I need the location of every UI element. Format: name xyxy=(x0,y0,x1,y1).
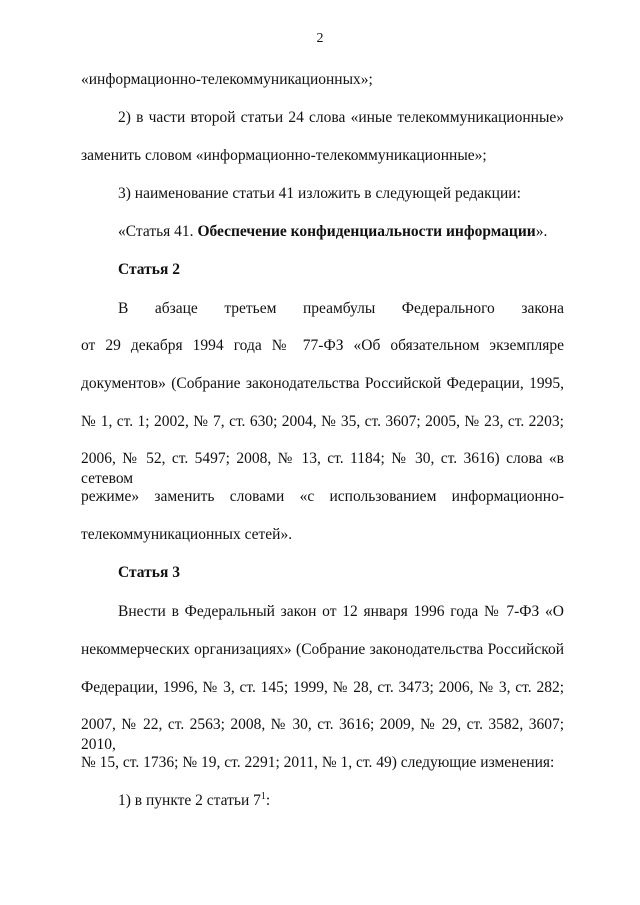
text-line: 2) в части второй статьи 24 слова «иные телекоммуникационные» xyxy=(118,109,564,126)
text-line: 2006, № 52, ст. 5497; 2008, № 13, ст. 1184; № 30, ст. 3616) слова «в сетевом xyxy=(81,450,564,487)
text-line: Федерации, 1996, № 3, ст. 145; 1999, № 28, ст. 3473; 2006, № 3, ст. 282; xyxy=(81,679,564,696)
text-line xyxy=(118,791,564,811)
text-line: В абзаце третьем преамбулы Федерального закона xyxy=(118,300,564,317)
text-span: : xyxy=(265,792,271,809)
text-line: № 1, ст. 1; 2002, № 7, ст. 630; 2004, № 35, ст. 3607; 2005, № 23, ст. 2203; xyxy=(81,413,564,430)
text-line: телекоммуникационных сетей». xyxy=(81,526,293,543)
page-number: 2 xyxy=(316,31,324,46)
text-line: «информационно-телекоммуникационных»; xyxy=(81,71,373,88)
superscript: 1 xyxy=(260,790,266,802)
text-line: заменить словом «информационно-телекоммуникационные»; xyxy=(81,147,487,164)
article-3-heading: Статья 3 xyxy=(118,564,180,581)
article-41-line xyxy=(118,222,564,242)
article-2-heading: Статья 2 xyxy=(118,261,180,278)
text-line: режиме» заменить словами «с использованием информационно- xyxy=(81,488,564,505)
text-line: некоммерческих организациях» (Собрание законодательства Российской xyxy=(81,641,564,658)
text-line: от 29 декабря 1994 года № 77-ФЗ «Об обязательном экземпляре xyxy=(81,337,564,354)
text-line: 2007, № 22, ст. 2563; 2008, № 30, ст. 3616; 2009, № 29, ст. 3582, 3607; 2010, xyxy=(81,716,564,753)
text-line: № 15, ст. 1736; № 19, ст. 2291; 2011, № 1, ст. 49) следующие изменения: xyxy=(81,754,555,771)
text-line: 3) наименование статьи 41 изложить в следующей редакции: xyxy=(118,185,521,202)
text-line: Внести в Федеральный закон от 12 января 1996 года № 7-ФЗ «О xyxy=(118,603,564,620)
text-span: 1) в пункте 2 статьи 7 xyxy=(118,792,261,809)
text-line: документов» (Собрание законодательства Российской Федерации, 1995, xyxy=(81,375,564,392)
text-span: ». xyxy=(535,223,548,240)
text-span: «Статья 41. xyxy=(118,223,198,240)
article-41-title: Обеспечение конфиденциальности информации xyxy=(197,223,536,240)
